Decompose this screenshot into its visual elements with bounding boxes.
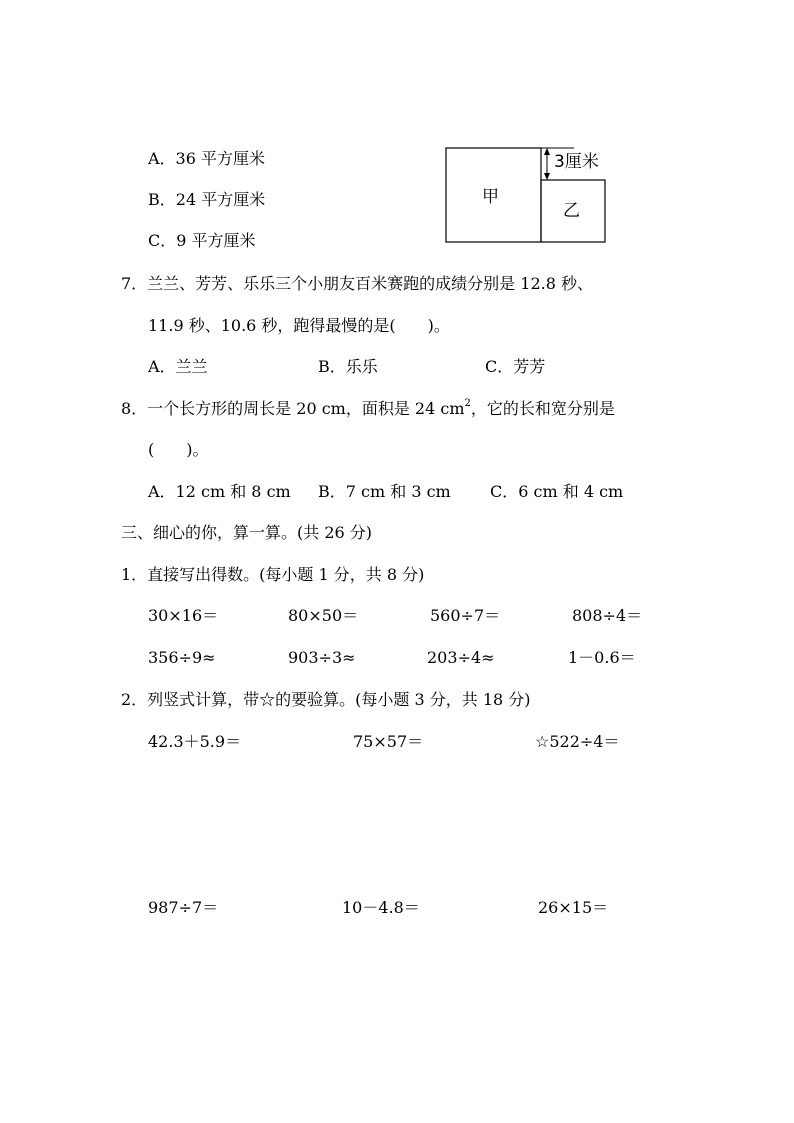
calc-item: 1－0.6＝ [568,648,636,667]
calc-item: 903÷3≈ [288,648,356,667]
figure-label-jia: 甲 [482,187,499,207]
calc-item: 808÷4＝ [572,606,643,625]
q8-option-a: A．12 cm 和 8 cm [148,482,291,501]
q7-line1: 7．兰兰、芳芳、乐乐三个小朋友百米赛跑的成绩分别是 12.8 秒、 [121,274,593,293]
vertical-calc-item: ☆522÷4＝ [535,732,620,751]
q8-line1-text-b: ，它的长和宽分别是 [470,399,615,418]
vertical-calc-item: 42.3＋5.9＝ [148,732,242,751]
figure-label-yi: 乙 [563,201,580,221]
calc-item: 80×50＝ [288,606,359,625]
section3-part1-title: 1．直接写出得数。(每小题 1 分，共 8 分) [121,565,425,584]
dimension-arrow-head-bottom [544,173,550,180]
q6-option-c: C．9 平方厘米 [148,231,256,250]
calc-item: 356÷9≈ [148,648,216,667]
q6-option-b: B．24 平方厘米 [148,190,266,209]
q7-line2: 11.9 秒、10.6 秒，跑得最慢的是( )。 [148,316,450,335]
figure-dimension-label: 3厘米 [554,152,599,172]
q8-superscript: 2 [464,397,471,409]
section3-part2-title: 2．列竖式计算，带☆的要验算。(每小题 3 分，共 18 分) [121,690,531,709]
q7-option-a: A．兰兰 [148,357,208,376]
section3-title: 三、细心的你，算一算。(共 26 分) [121,523,373,542]
calc-item: 560÷7＝ [430,606,501,625]
vertical-calc-item: 75×57＝ [353,732,424,751]
calc-item: 30×16＝ [148,606,219,625]
q8-option-c: C．6 cm 和 4 cm [490,482,624,501]
dimension-arrow-head-top [544,148,550,155]
q7-option-b: B．乐乐 [318,357,378,376]
calc-item: 203÷4≈ [427,648,495,667]
q8-line1-text-a: 8．一个长方形的周长是 20 cm，面积是 24 cm [121,399,465,418]
q8-line2: ( )。 [148,440,209,459]
q8-line1 [121,399,615,419]
q7-option-c: C．芳芳 [485,357,546,376]
vertical-calc-item: 10－4.8＝ [342,898,420,917]
vertical-calc-item: 987÷7＝ [148,898,219,917]
q8-option-b: B．7 cm 和 3 cm [318,482,451,501]
vertical-calc-item: 26×15＝ [538,898,609,917]
q6-option-a: A．36 平方厘米 [148,149,266,168]
